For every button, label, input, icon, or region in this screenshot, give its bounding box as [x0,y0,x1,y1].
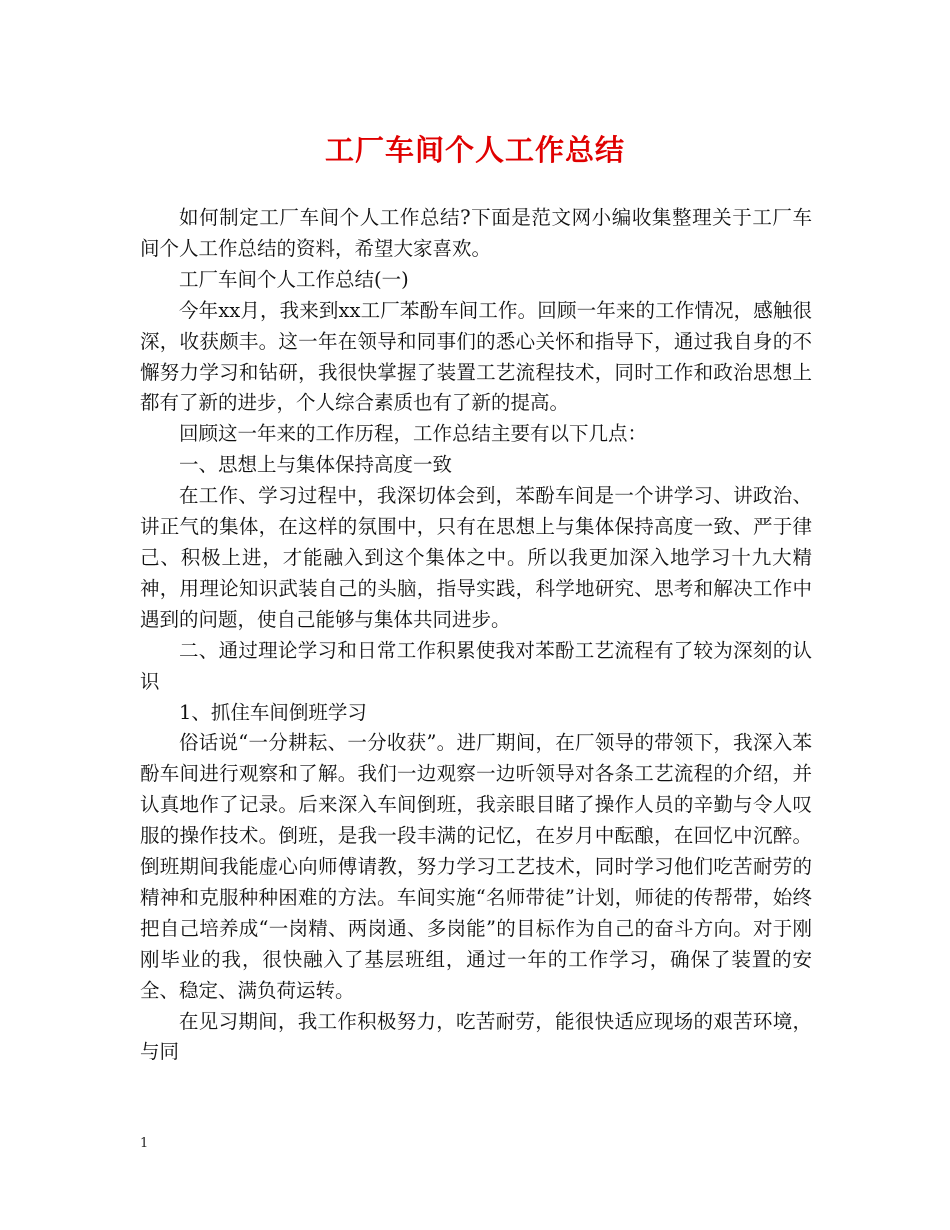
document-title: 工厂车间个人工作总结 [324,133,625,167]
paragraph-intro: 如何制定工厂车间个人工作总结?下面是范文网小编收集整理关于工厂车间个人工作总结的资料，希望大家喜欢。 [140,206,812,260]
paragraph-section-two-heading: 二、通过理论学习和日常工作积累使我对苯酚工艺流程有了较为深刻的认识 [140,638,812,693]
document-body [140,203,812,1068]
paragraph-subsection-one-body: 俗话说“一分耕耘、一分收获”。进厂期间，在厂领导的带领下，我深入苯酚车间进行观察和了解。我们一边观察一边听领导对各条工艺流程的介绍，并认真地作了记录。后来深入车间倒班，我亲眼目睹了操作人员的辛勤与令人叹服的操作技术。倒班，是我一段丰满的记忆，在岁月中酝酿，在回忆中沉醉。倒班期间我能虚心向师傅请教，努力学习工艺技术，同时学习他们吃苦耐劳的精神和克服种种困难的方法。车间实施“名师带徒”计划，师徒的传帮带，始终把自己培养成“一岗精、两岗通、多岗能”的目标作为自己的奋斗方向。对于刚刚毕业的我，很快融入了基层班组，通过一年的工作学习，确保了装置的安全、稳定、满负荷运转。 [140,731,812,1002]
paragraph-heading-part-one: 工厂车间个人工作总结(一) [179,267,409,291]
paragraph-review: 今年xx月，我来到xx工厂苯酚车间工作。回顾一年来的工作情况，感触很深，收获颇丰。这一年在领导和同事们的悉心关怀和指导下，通过我自身的不懈努力学习和钻研，我很快掌握了装置工艺流程技术，同时工作和政治思想上都有了新的进步，个人综合素质也有了新的提高。 [140,298,812,415]
paragraph-internship: 在见习期间，我工作积极努力，吃苦耐劳，能很快适应现场的艰苦环境，与同 [140,1009,812,1064]
paragraph-subsection-one-heading: 1、抓住车间倒班学习 [179,700,367,724]
paragraph-summary-points: 回顾这一年来的工作历程，工作总结主要有以下几点： [179,422,648,446]
paragraph-section-one-heading: 一、思想上与集体保持高度一致 [179,453,453,477]
page-number: 1 [140,1136,149,1151]
paragraph-section-one-body: 在工作、学习过程中，我深切体会到，苯酚车间是一个讲学习、讲政治、讲正气的集体，在这样的氛围中，只有在思想上与集体保持高度一致、严于律己、积极上进，才能融入到这个集体之中。所以我更加深入地学习十九大精神，用理论知识武装自己的头脑，指导实践，科学地研究、思考和解决工作中遇到的问题，使自己能够与集体共同进步。 [140,484,812,631]
